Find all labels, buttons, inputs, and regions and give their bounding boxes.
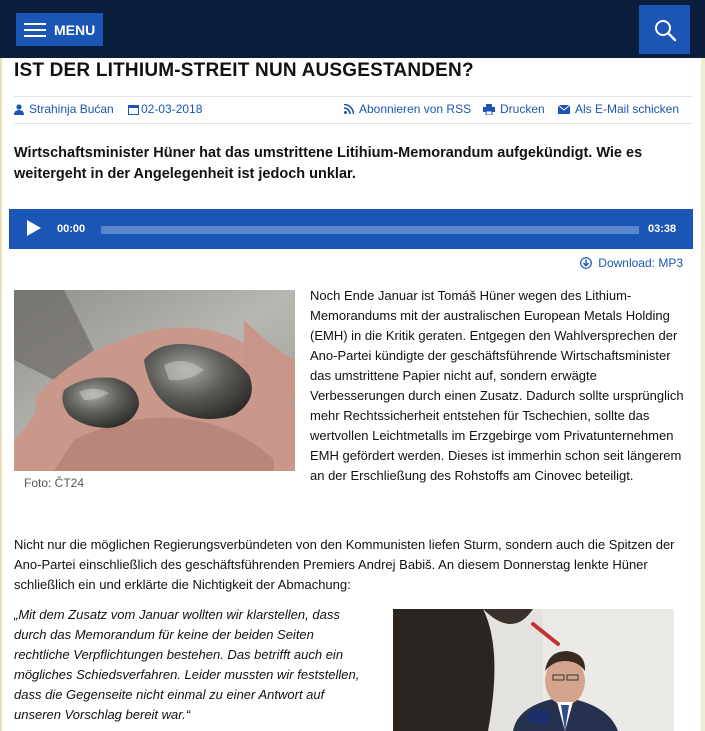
publish-date <box>128 102 202 116</box>
email-label: Als E-Mail schicken <box>575 102 680 116</box>
rss-subscribe-link[interactable] <box>344 102 471 116</box>
download-icon <box>580 257 592 269</box>
article-lead: Wirtschaftsminister Hüner hat das umstrittene Litihium-Memorandum aufgekündigt. Wie es weitergeht in der Angelegenheit ist jedoch unklar. <box>14 145 643 182</box>
author-name: Strahinja Bućan <box>29 102 114 116</box>
hamburger-icon <box>24 23 46 37</box>
download-mp3-link[interactable] <box>580 256 683 270</box>
menu-label: MENU <box>54 21 96 38</box>
audio-progress-bar[interactable] <box>101 226 639 234</box>
printer-icon <box>483 104 495 115</box>
duration-time: 03:38 <box>648 223 677 235</box>
photo-caption: Foto: ČT24 <box>24 476 85 490</box>
rss-label: Abonnieren von RSS <box>359 102 472 116</box>
search-button[interactable] <box>639 5 690 54</box>
lithium-ore-photo <box>14 290 295 471</box>
calendar-icon <box>128 104 139 115</box>
search-icon <box>653 18 677 42</box>
press-conference-photo <box>393 609 674 731</box>
person-icon <box>14 104 24 115</box>
article-quote: „Mit dem Zusatz vom Januar wollten wir klarstellen, dass durch das Memorandum für keine der beiden Seiten rechtliche Verpflichtungen bestehen. Das betrifft auch ein mögliches Schiedsverfahren. Leider mussten wir feststellen, dass die Gegenseite nicht einmal zu einer Antwort auf unseren Vorschlag bereit war.“ <box>14 607 360 722</box>
article-paragraph-2: Nicht nur die möglichen Regierungsverbündeten von den Kommunisten liefen Sturm, sondern auch die Spitzen der Ano-Partei einschließlich des geschäftsführenden Premiers Andrej Babiš. An diesem Donnerstag lenkte Hüner schließlich ein und erklärte die Nichtigkeit der Abmachung: <box>14 537 675 592</box>
audio-player <box>9 209 693 249</box>
print-label: Drucken <box>500 102 545 116</box>
article-meta-bar <box>14 96 692 124</box>
print-link[interactable] <box>483 102 545 116</box>
envelope-icon <box>558 105 570 114</box>
date-text: 02-03-2018 <box>141 102 203 116</box>
current-time: 00:00 <box>57 223 86 235</box>
top-navigation-bar <box>0 0 705 58</box>
menu-button[interactable] <box>16 13 103 46</box>
download-label: Download: MP3 <box>598 256 683 270</box>
author-link[interactable] <box>14 102 114 116</box>
page-right-border <box>701 58 705 731</box>
article-paragraph-1: Noch Ende Januar ist Tomáš Hüner wegen des Lithium-Memorandums mit der australischen European Metals Holding (EMH) in die Kritik geraten. Entgegen den Wahlversprechen der Ano-Partei kündigte der geschäftsführende Wirtschaftsminister das umstrittene Papier nicht auf, sondern erwägte Verbesserungen durch einen Zusatz. Dadurch sollte ursprünglich mehr Rechtssicherheit entstehen für Tschechien, sollte das wertvollen Leichtmetalls im Erzgebirge vom Privatunternehmen EMH gefördert werden. Dieses ist immerhin schon seit längerem an der Erschließung des Rohstoffs am Cinovec beteiligt. <box>310 288 684 483</box>
email-link[interactable] <box>558 102 679 116</box>
rss-icon <box>344 104 354 114</box>
play-icon[interactable] <box>27 220 41 236</box>
article-title: IST DER LITHIUM-STREIT NUN AUSGESTANDEN? <box>14 60 474 81</box>
page-left-border <box>0 58 2 731</box>
